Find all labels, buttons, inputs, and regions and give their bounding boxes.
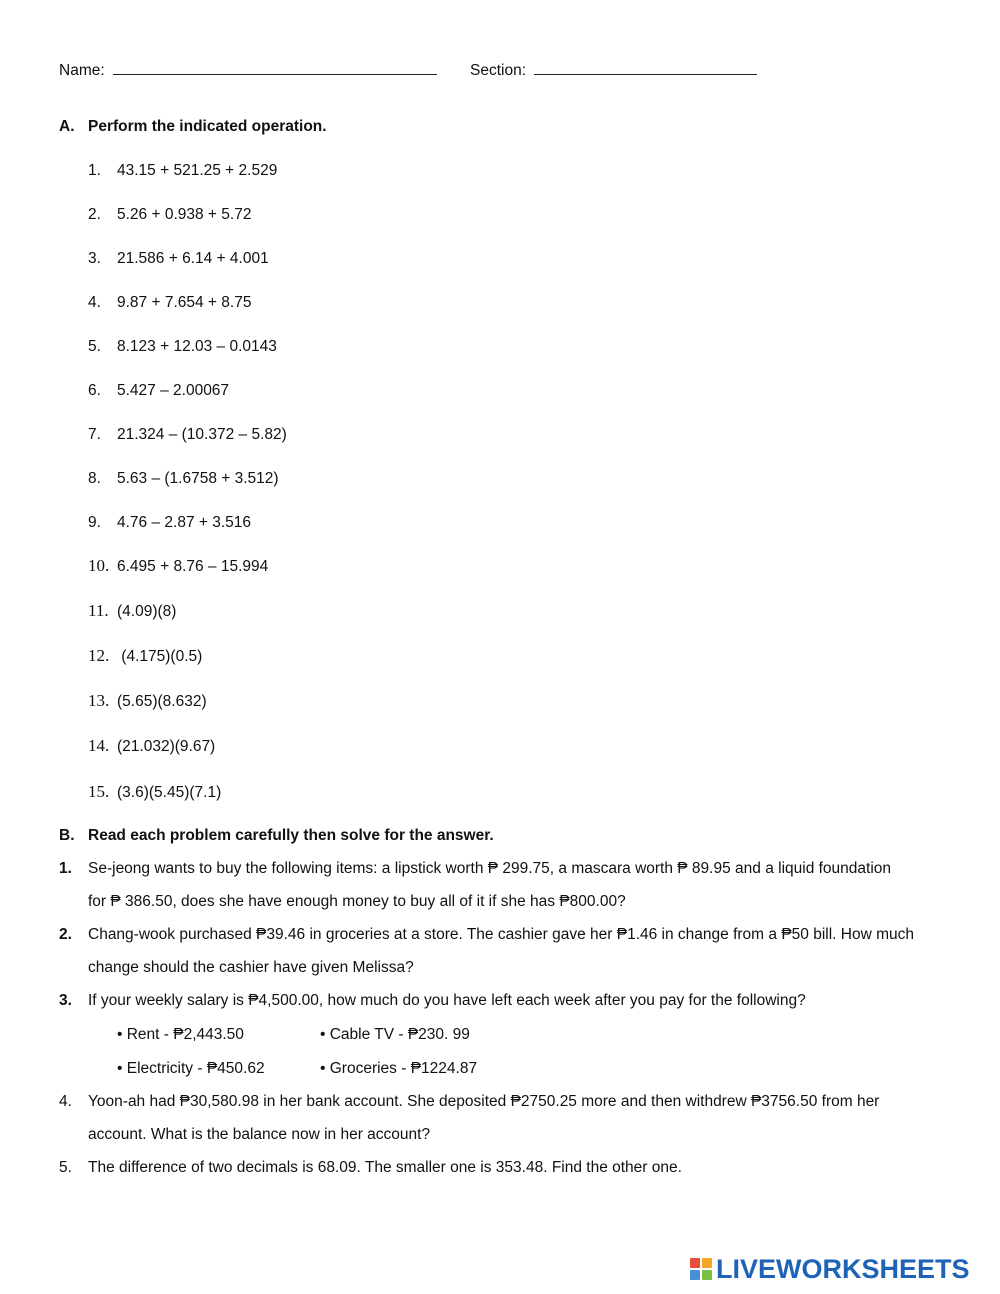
logo-badge-icon <box>690 1258 712 1280</box>
item-expression: (3.6)(5.45)(7.1) <box>117 784 222 801</box>
problem-text-line: Se-jeong wants to buy the following items: a lipstick worth ₱ 299.75, a mascara worth ₱ 89.95 and a liquid foundation <box>88 860 892 877</box>
item-number: 12. <box>88 646 110 665</box>
expense-item: • Rent - ₱2,443.50 <box>117 1026 244 1043</box>
item-number: 1. <box>88 162 101 179</box>
problem-text-line: for ₱ 386.50, does she have enough money to buy all of it if she has ₱800.00? <box>88 893 626 910</box>
item-expression: 5.427 – 2.00067 <box>117 382 230 399</box>
item-expression: 21.586 + 6.14 + 4.001 <box>117 250 269 267</box>
list-item <box>0 513 1000 535</box>
logo-square <box>702 1258 712 1268</box>
problem-number: 1. <box>59 860 72 877</box>
item-expression: 4.76 – 2.87 + 3.516 <box>117 514 252 531</box>
list-item <box>0 647 1000 669</box>
section-field-row <box>470 60 757 81</box>
part-b-title: Read each problem carefully then solve for the answer. <box>88 827 494 844</box>
problem-text-line: Chang-wook purchased ₱39.46 in groceries at a store. The cashier gave her ₱1.46 in change from a ₱50 bill. How much <box>88 926 914 943</box>
item-expression: 9.87 + 7.654 + 8.75 <box>117 294 252 311</box>
list-item <box>0 425 1000 447</box>
item-expression: 5.26 + 0.938 + 5.72 <box>117 206 252 223</box>
part-b-letter: B. <box>59 827 75 844</box>
item-expression: 43.15 + 521.25 + 2.529 <box>117 162 278 179</box>
item-number: 9. <box>88 514 101 531</box>
list-item <box>0 161 1000 183</box>
logo-square <box>702 1270 712 1280</box>
part-a-title: Perform the indicated operation. <box>88 118 327 135</box>
item-number: 15. <box>88 782 110 801</box>
section-label: Section: <box>470 62 527 79</box>
liveworksheets-logo <box>690 1254 970 1284</box>
item-expression: (5.65)(8.632) <box>117 693 207 710</box>
list-item <box>0 381 1000 403</box>
item-expression: (21.032)(9.67) <box>117 738 216 755</box>
list-item <box>0 205 1000 227</box>
list-item <box>0 783 1000 805</box>
part-a-letter: A. <box>59 118 75 135</box>
list-item <box>0 249 1000 271</box>
item-number: 11. <box>88 601 109 620</box>
expense-item: • Electricity - ₱450.62 <box>117 1060 265 1077</box>
item-number: 7. <box>88 426 101 443</box>
list-item <box>0 557 1000 579</box>
logo-square <box>690 1270 700 1280</box>
list-item <box>0 737 1000 759</box>
item-number: 3. <box>88 250 101 267</box>
problem-text-line: change should the cashier have given Melissa? <box>88 959 414 976</box>
list-item <box>0 293 1000 315</box>
item-expression: 21.324 – (10.372 – 5.82) <box>117 426 287 443</box>
expense-item: • Groceries - ₱1224.87 <box>320 1060 478 1077</box>
item-number: 6. <box>88 382 101 399</box>
item-expression: (4.09)(8) <box>117 603 177 620</box>
item-expression: 6.495 + 8.76 – 15.994 <box>117 558 269 575</box>
problem-number: 2. <box>59 926 72 943</box>
problem-number: 3. <box>59 992 72 1009</box>
problem-text-line: The difference of two decimals is 68.09. The smaller one is 353.48. Find the other one. <box>88 1159 682 1176</box>
logo-square <box>690 1258 700 1268</box>
name-label: Name: <box>59 62 105 79</box>
item-expression: (4.175)(0.5) <box>117 648 203 665</box>
section-blank[interactable] <box>534 60 757 75</box>
item-expression: 8.123 + 12.03 – 0.0143 <box>117 338 277 355</box>
problem-number: 4. <box>59 1093 72 1110</box>
problem-text-line: If your weekly salary is ₱4,500.00, how much do you have left each week after you pay for the following? <box>88 992 806 1009</box>
item-number: 13. <box>88 691 110 710</box>
problem-text-line: Yoon-ah had ₱30,580.98 in her bank account. She deposited ₱2750.25 more and then withdrew ₱3756.50 from her <box>88 1093 880 1110</box>
item-number: 10. <box>88 556 110 575</box>
expense-item: • Cable TV - ₱230. 99 <box>320 1026 470 1043</box>
item-number: 4. <box>88 294 101 311</box>
problem-text-line: account. What is the balance now in her account? <box>88 1126 431 1143</box>
name-field-row <box>59 60 437 81</box>
item-number: 5. <box>88 338 101 355</box>
list-item <box>0 692 1000 714</box>
item-expression: 5.63 – (1.6758 + 3.512) <box>117 470 279 487</box>
item-number: 8. <box>88 470 101 487</box>
list-item <box>0 602 1000 624</box>
list-item <box>0 469 1000 491</box>
item-number: 2. <box>88 206 101 223</box>
logo-text: LIVEWORKSHEETS <box>716 1253 970 1284</box>
problem-number: 5. <box>59 1159 72 1176</box>
item-number: 14. <box>88 736 110 755</box>
name-blank[interactable] <box>113 60 437 75</box>
list-item <box>0 337 1000 359</box>
